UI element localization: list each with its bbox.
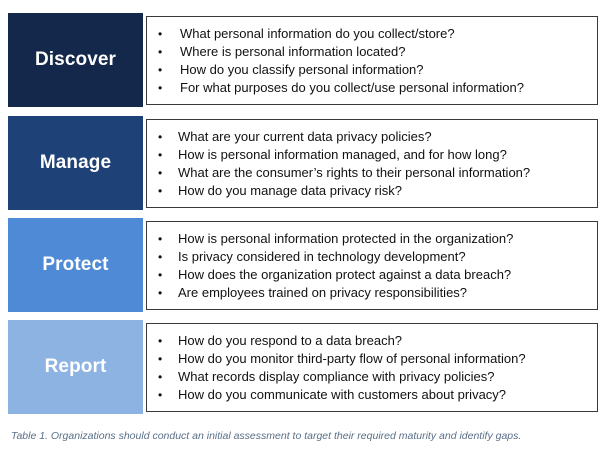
question-text: How do you monitor third-party flow of personal information?: [178, 351, 526, 366]
list-item: [147, 248, 597, 266]
row-label-report: Report: [8, 320, 143, 414]
row-label-manage: Manage: [8, 116, 143, 210]
question-text: How do you classify personal information?: [180, 62, 424, 77]
list-item: [147, 146, 597, 164]
bullet-icon: •: [158, 63, 163, 77]
question-text: What are your current data privacy policies?: [178, 129, 432, 144]
question-text: For what purposes do you collect/use personal information?: [180, 80, 524, 95]
question-box-protect: [146, 221, 598, 310]
question-text: How do you respond to a data breach?: [178, 333, 403, 348]
bullet-icon: •: [158, 250, 163, 264]
list-item: [147, 332, 597, 350]
row-label-protect: Protect: [8, 218, 143, 312]
bullet-icon: •: [158, 268, 163, 282]
list-item: [147, 350, 597, 368]
bullet-icon: •: [158, 352, 163, 366]
list-item: [147, 266, 597, 284]
list-item: [147, 284, 597, 302]
question-text: How do you manage data privacy risk?: [178, 183, 403, 198]
question-list: [147, 128, 597, 200]
list-item: [147, 43, 597, 61]
bullet-icon: •: [158, 370, 163, 384]
question-list: [147, 332, 597, 404]
bullet-icon: •: [158, 286, 163, 300]
question-list: [147, 25, 597, 97]
list-item: [147, 128, 597, 146]
list-item: [147, 182, 597, 200]
row-label-discover: Discover: [8, 13, 143, 107]
list-item: [147, 386, 597, 404]
table-row-manage: [8, 116, 600, 210]
list-item: [147, 230, 597, 248]
bullet-icon: •: [158, 130, 163, 144]
bullet-icon: •: [158, 148, 163, 162]
question-text: What are the consumer’s rights to their personal information?: [178, 165, 531, 180]
bullet-icon: •: [158, 232, 163, 246]
list-item: [147, 79, 597, 97]
list-item: [147, 164, 597, 182]
table-row-protect: [8, 218, 600, 312]
bullet-icon: •: [158, 388, 163, 402]
bullet-icon: •: [158, 45, 163, 59]
question-text: How is personal information protected in the organization?: [178, 231, 514, 246]
question-box-report: [146, 323, 598, 412]
bullet-icon: •: [158, 27, 163, 41]
question-text: How does the organization protect against a data breach?: [178, 267, 512, 282]
question-text: What records display compliance with privacy policies?: [178, 369, 495, 384]
list-item: [147, 61, 597, 79]
table-row-discover: [8, 13, 600, 107]
bullet-icon: •: [158, 334, 163, 348]
list-item: [147, 25, 597, 43]
bullet-icon: •: [158, 166, 163, 180]
bullet-icon: •: [158, 81, 163, 95]
question-text: Are employees trained on privacy responsibilities?: [178, 285, 468, 300]
question-list: [147, 230, 597, 302]
table-caption: Table 1. Organizations should conduct an initial assessment to target their required maturity and identify gaps.: [11, 430, 522, 442]
bullet-icon: •: [158, 184, 163, 198]
list-item: [147, 368, 597, 386]
question-box-manage: [146, 119, 598, 208]
question-text: Where is personal information located?: [180, 44, 406, 59]
question-text: How do you communicate with customers about privacy?: [178, 387, 507, 402]
table-row-report: [8, 320, 600, 414]
question-text: How is personal information managed, and for how long?: [178, 147, 507, 162]
question-text: What personal information do you collect/store?: [180, 26, 455, 41]
question-text: Is privacy considered in technology development?: [178, 249, 466, 264]
question-box-discover: [146, 16, 598, 105]
